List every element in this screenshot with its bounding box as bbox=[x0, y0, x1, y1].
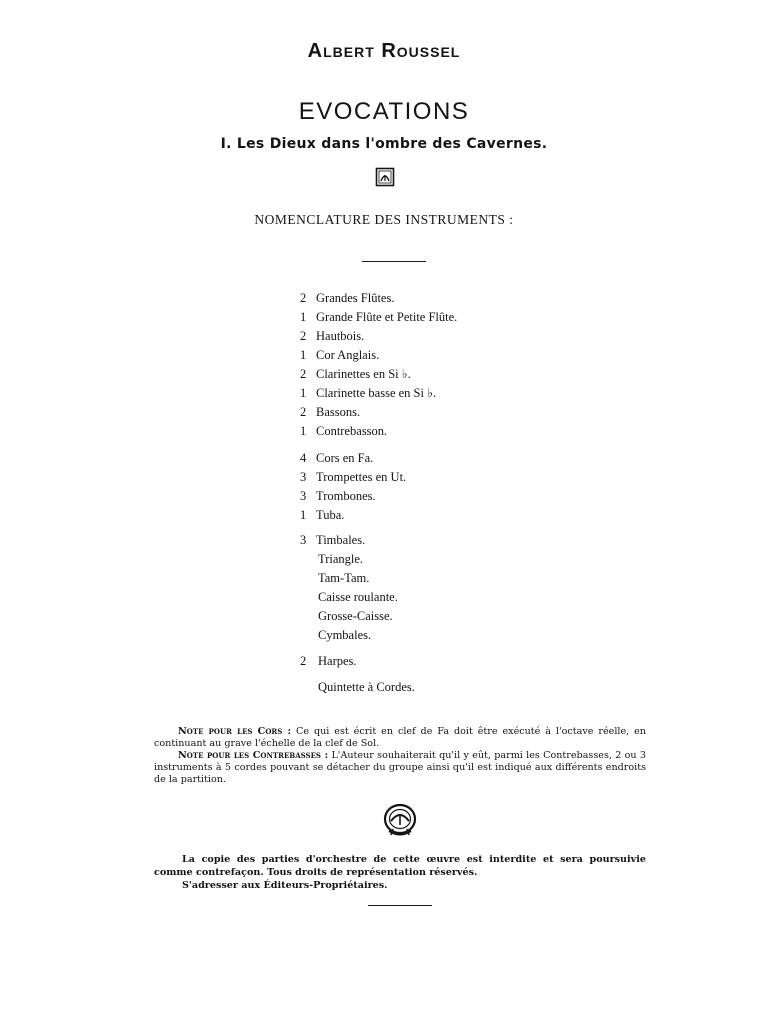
instrument-row: 1 Contrebasson. bbox=[300, 424, 388, 438]
instrument-row: Tam-Tam. bbox=[318, 571, 370, 585]
instrument-row: Cymbales. bbox=[318, 628, 372, 642]
note-cors-label: Note pour les Cors : bbox=[178, 726, 292, 737]
instrument-row: 1 Cor Anglais. bbox=[300, 348, 380, 362]
note-contrebasses-label: Note pour les Contrebasses : bbox=[178, 750, 329, 761]
nomenclature-heading: NOMENCLATURE DES INSTRUMENTS : bbox=[254, 212, 514, 227]
composer-name: Albert Roussel bbox=[307, 40, 461, 62]
instrument-row: 2 Grandes Flûtes. bbox=[300, 291, 395, 305]
instrument-row: Grosse-Caisse. bbox=[318, 609, 393, 623]
instrument-row: Quintette à Cordes. bbox=[318, 680, 415, 694]
instrument-row: 4 Cors en Fa. bbox=[300, 451, 374, 465]
instrument-row: 2 Hautbois. bbox=[300, 329, 365, 343]
instrument-row: 3 Trombones. bbox=[300, 489, 376, 503]
publisher-contact: S'adresser aux Éditeurs-Propriétaires. bbox=[182, 880, 388, 891]
divider-rule bbox=[368, 905, 432, 906]
instrument-row: 2 Clarinettes en Si ♭. bbox=[300, 367, 411, 381]
note-contrebasses-text: L'Auteur souhaiterait qu'il y eût, parmi les Contrebasses, 2 ou 3 instruments à 5 cordes pouvant se détacher du groupe ainsi qu'il est indiqué aux différents endroits de la partition. bbox=[154, 750, 646, 785]
instrument-row: 2 Harpes. bbox=[300, 654, 357, 668]
divider-rule bbox=[362, 261, 426, 262]
note-cors bbox=[154, 726, 646, 750]
copyright-notice bbox=[154, 853, 646, 892]
instrument-row: 1 Grande Flûte et Petite Flûte. bbox=[300, 310, 458, 324]
copyright-text: La copie des parties d'orchestre de cette œuvre est interdite et sera poursuivie comme contrefaçon. Tous droits de représentation réservés. bbox=[154, 854, 646, 878]
instrument-row: Caisse roulante. bbox=[318, 590, 398, 604]
publisher-emblem-icon bbox=[375, 167, 395, 187]
work-title: EVOCATIONS bbox=[298, 98, 470, 125]
instrument-row: 1 Clarinette basse en Si ♭. bbox=[300, 386, 437, 400]
publisher-seal-icon bbox=[381, 801, 419, 839]
performance-notes bbox=[154, 726, 646, 786]
note-contrebasses bbox=[154, 750, 646, 786]
movement-subtitle: I. Les Dieux dans l'ombre des Cavernes. bbox=[220, 136, 548, 152]
note-cors-text: Ce qui est écrit en clef de Fa doit être exécuté à l'octave réelle, en continuant au grave l'échelle de la clef de Sol. bbox=[154, 726, 646, 749]
instrument-row: 1 Tuba. bbox=[300, 508, 345, 522]
instrument-row: 3 Timbales. bbox=[300, 533, 366, 547]
instrument-row: Triangle. bbox=[318, 552, 364, 566]
instrument-row: 3 Trompettes en Ut. bbox=[300, 470, 407, 484]
instrument-row: 2 Bassons. bbox=[300, 405, 361, 419]
